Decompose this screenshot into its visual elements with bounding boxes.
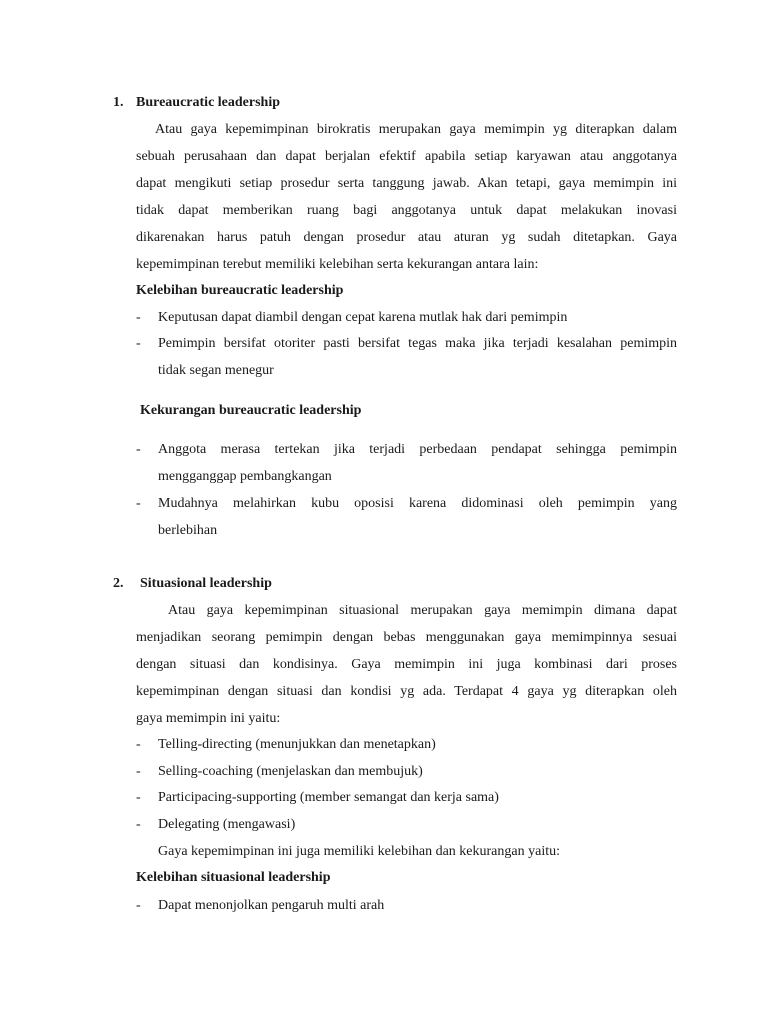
bullet-dash: - (136, 496, 141, 511)
section-2-para-line: menjadikan seorang pemimpin dengan bebas menggunakan gaya memimpinnya sesuai (136, 630, 677, 645)
section-1-number: 1. (113, 95, 124, 110)
section-2-heading: Situasional leadership (140, 576, 272, 591)
list-item: Telling-directing (menunjukkan dan menetapkan) (158, 737, 436, 752)
list-item: Dapat menonjolkan pengaruh multi arah (158, 898, 385, 913)
list-item: Mudahnya melahirkan kubu oposisi karena didominasi oleh pemimpin yang (158, 496, 677, 511)
list-item-continuation: tidak segan menegur (158, 363, 274, 378)
section-2-para-line: dengan situasi dan kondisinya. Gaya memimpin ini juga kombinasi dari proses (136, 657, 677, 672)
bullet-dash: - (136, 310, 141, 325)
list-item-continuation: berlebihan (158, 523, 218, 538)
list-item: Selling-coaching (menjelaskan dan membujuk) (158, 764, 423, 779)
kelebihan-situasional-heading: Kelebihan situasional leadership (136, 870, 331, 885)
section-1-para-line: dapat mengikuti setiap prosedur serta tanggung jawab. Akan tetapi, gaya memimpin ini (136, 176, 677, 191)
section-1-para-line: sebuah perusahaan dan dapat berjalan efektif apabila setiap karyawan atau anggotanya (136, 149, 677, 164)
bullet-dash: - (136, 764, 141, 779)
bullet-dash: - (136, 336, 141, 351)
bullet-dash: - (136, 817, 141, 832)
section-1-heading: Bureaucratic leadership (136, 95, 281, 110)
kelebihan-bureaucratic-heading: Kelebihan bureaucratic leadership (136, 283, 344, 298)
bullet-dash: - (136, 442, 141, 457)
list-item: Anggota merasa tertekan jika terjadi perbedaan pendapat sehingga pemimpin (158, 442, 677, 457)
section-2-para-line: gaya memimpin ini yaitu: (136, 711, 281, 726)
bullet-dash: - (136, 898, 141, 913)
section-1-para-line: tidak dapat memberikan ruang bagi anggotanya untuk dapat melakukan inovasi (136, 203, 677, 218)
list-item: Delegating (mengawasi) (158, 817, 296, 832)
section-1-para-line: Atau gaya kepemimpinan birokratis merupakan gaya memimpin yg diterapkan dalam (155, 122, 677, 137)
kekurangan-bureaucratic-heading: Kekurangan bureaucratic leadership (140, 403, 362, 418)
section-2-para-line: Atau gaya kepemimpinan situasional merupakan gaya memimpin dimana dapat (168, 603, 677, 618)
bullet-dash: - (136, 737, 141, 752)
list-item-continuation: mengganggap pembangkangan (158, 469, 332, 484)
section-2-number: 2. (113, 576, 124, 591)
bullet-dash: - (136, 790, 141, 805)
section-1-para-line: dikarenakan harus patuh dengan prosedur atau aturan yg sudah ditetapkan. Gaya (136, 230, 677, 245)
section-2-para-line: kepemimpinan dengan situasi dan kondisi yg ada. Terdapat 4 gaya yg diterapkan oleh (136, 684, 677, 699)
section-1-para-line: kepemimpinan terebut memiliki kelebihan serta kekurangan antara lain: (136, 257, 539, 272)
list-item: Keputusan dapat diambil dengan cepat karena mutlak hak dari pemimpin (158, 310, 568, 325)
list-item: Pemimpin bersifat otoriter pasti bersifat tegas maka jika terjadi kesalahan pemimpin (158, 336, 677, 351)
section-2-transition: Gaya kepemimpinan ini juga memiliki kelebihan dan kekurangan yaitu: (158, 844, 560, 859)
list-item: Participacing-supporting (member semangat dan kerja sama) (158, 790, 499, 805)
